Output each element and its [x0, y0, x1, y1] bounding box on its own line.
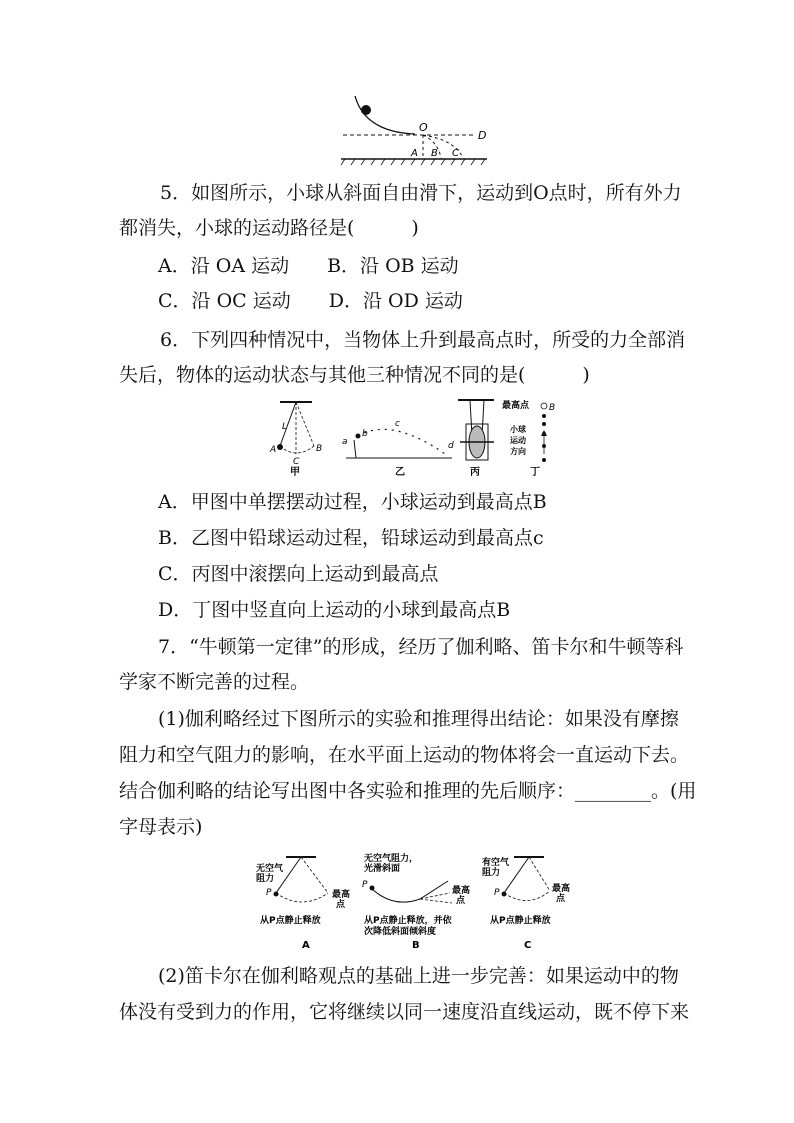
A-high-2: 点	[336, 900, 346, 910]
B-note-2: 光滑斜面	[364, 864, 401, 874]
experiment-C	[482, 856, 570, 951]
q7-part2-line-1: (2)笛卡尔在伽利略观点的基础上进一步完善：如果运动中的物	[158, 965, 679, 987]
q7-part1-line-4: 字母表示)	[119, 816, 203, 838]
label-C: C	[452, 148, 459, 159]
q7-part2-line-2: 体没有受到力的作用，它将继续以同一速度沿直线运动，既不停下来	[119, 1001, 690, 1023]
caption-yi: 乙	[395, 467, 405, 478]
maxwell-wheel-diagram	[458, 400, 494, 478]
q7-stem-line-2: 学家不断完善的过程。	[119, 671, 310, 693]
q7-part1-line-1: (1)伽利略经过下图所示的实验和推理得出结论：如果没有摩擦	[158, 708, 679, 730]
A-note-2: 阻力	[256, 874, 275, 884]
A-letter: A	[302, 940, 310, 951]
q6-stem-line-1: 6．下列四种情况中，当物体上升到最高点时，所受的力全部消	[160, 329, 686, 351]
ding-dir-1: 小球	[510, 425, 526, 434]
vertical-throw-diagram	[502, 399, 555, 478]
yi-label-d: d	[448, 441, 454, 451]
C-note-1: 有空气	[482, 858, 510, 868]
q6-option-a: A．甲图中单摆摆动过程，小球运动到最高点B	[158, 491, 547, 513]
label-B: B	[431, 148, 438, 159]
ding-label-B: B	[549, 403, 556, 413]
pendulum-diagram	[269, 402, 322, 478]
C-P: P	[494, 888, 500, 898]
B-P: P	[362, 880, 368, 890]
A-P: P	[266, 888, 272, 898]
C-caption: 从P点静止释放	[490, 916, 551, 926]
q5-figure	[335, 92, 495, 168]
q6-option-b: B．乙图中铅球运动过程，铅球运动到最高点c	[158, 527, 544, 549]
q7-figure	[252, 851, 582, 953]
caption-jia: 甲	[290, 467, 300, 478]
q5-options-ab: A．沿 OA 运动 B．沿 OB 运动	[158, 255, 459, 277]
yi-label-b: b	[362, 429, 368, 439]
q5-stem-line-1: 5．如图所示，小球从斜面自由滑下，运动到O点时，所有外力	[160, 182, 682, 204]
B-high-2: 点	[456, 896, 466, 906]
slope-curve	[355, 96, 415, 134]
label-A: A	[411, 148, 418, 159]
q5-options-cd: C．沿 OC 运动 D．沿 OD 运动	[158, 290, 463, 312]
C-high-1: 最高	[552, 884, 571, 894]
B-caption-1: 从P点静止释放，并依	[364, 916, 452, 926]
B-letter: B	[412, 940, 420, 951]
q6-stem-line-2: 失后，物体的运动状态与其他三种情况不同的是( )	[119, 364, 590, 386]
B-caption-2: 次降低斜面倾斜度	[364, 927, 437, 937]
B-high-1: 最高	[452, 886, 471, 896]
q7-part1-line-3: 结合伽利略的结论写出图中各实验和推理的先后顺序：________。(用	[119, 780, 697, 802]
shotput-diagram	[342, 419, 454, 478]
ball	[361, 105, 371, 115]
q7-part1-line-2: 阻力和空气阻力的影响，在水平面上运动的物体将会一直运动下去。	[119, 744, 690, 766]
yi-label-a: a	[342, 437, 348, 447]
label-O: O	[419, 121, 428, 134]
yi-label-c: c	[395, 419, 400, 429]
jia-label-L: L	[282, 422, 288, 432]
q5-stem-line-2: 都消失，小球的运动路径是( )	[119, 217, 419, 239]
experiment-B	[362, 852, 470, 951]
q6-option-d: D．丁图中竖直向上运动的小球到最高点B	[158, 599, 511, 621]
C-note-2: 阻力	[482, 868, 501, 878]
experiment-A	[256, 857, 350, 951]
q6-figure	[262, 396, 562, 478]
ding-dir-2: 运动	[510, 436, 526, 445]
label-D: D	[478, 129, 487, 142]
jia-label-C: C	[293, 457, 300, 467]
q6-option-c: C．丙图中滚摆向上运动到最高点	[158, 563, 439, 585]
C-letter: C	[524, 940, 532, 951]
C-high-2: 点	[556, 894, 566, 904]
ding-label-top: 最高点	[502, 401, 530, 411]
caption-bing: 丙	[470, 467, 480, 478]
caption-ding: 丁	[530, 467, 540, 478]
ding-dir-3: 方向	[510, 447, 526, 456]
A-high-1: 最高	[332, 890, 351, 900]
jia-label-A: A	[270, 445, 277, 455]
jia-label-B: B	[316, 444, 323, 454]
ground-hatch	[341, 159, 485, 165]
q7-stem-line-1: 7．“牛顿第一定律”的形成，经历了伽利略、笛卡尔和牛顿等科	[158, 636, 684, 658]
B-note-1: 无空气阻力，	[364, 854, 419, 864]
A-caption: 从P点静止释放	[260, 916, 321, 926]
A-note-1: 无空气	[256, 864, 284, 874]
